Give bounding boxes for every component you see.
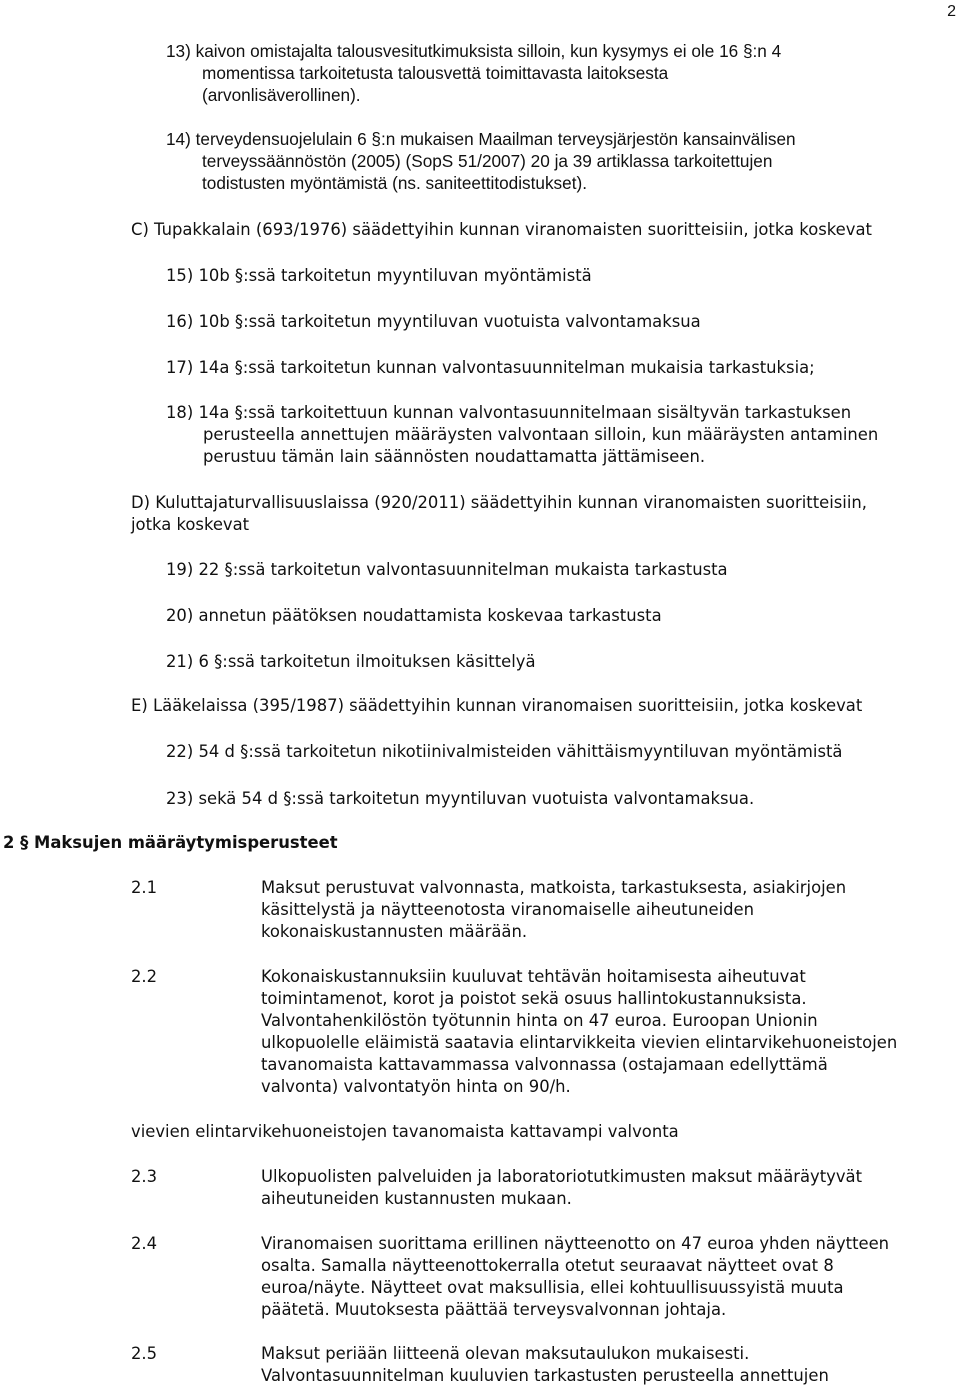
list-item-18-line-2: perusteella annettujen määräysten valvontaan silloin, kun määräysten antaminen [203,425,879,444]
list-item-13-line-3: (arvonlisäverollinen). [202,85,361,105]
section-2-heading: 2 § Maksujen määräytymisperusteet [3,833,338,852]
list-item-23: 23) sekä 54 d §:ssä tarkoitetun myyntiluvan vuotuista valvontamaksua. [166,789,755,808]
list-item-14-line-3: todistusten myöntämistä (ns. saniteettitodistukset). [202,173,587,193]
paragraph-line: toimintamenot, korot ja poistot sekä osuus hallintokustannuksista. [261,989,807,1008]
list-item-22: 22) 54 d §:ssä tarkoitetun nikotiinivalmisteiden vähittäismyyntiluvan myöntämistä [166,742,843,761]
paragraph-line: käsittelystä ja näytteenotosta viranomaiselle aiheutuneiden [261,900,755,919]
paragraph-line: Viranomaisen suorittama erillinen näytteenotto on 47 euroa yhden näytteen [261,1234,890,1253]
list-item-18-line-3: perustuu tämän lain säännösten noudattamatta jättämiseen. [203,447,706,466]
section-e-heading: E) Lääkelaissa (395/1987) säädettyihin kunnan viranomaisen suoritteisiin, jotka koskevat [131,696,863,715]
list-item-16: 16) 10b §:ssä tarkoitetun myyntiluvan vuotuista valvontamaksua [166,312,701,331]
paragraph-line: aiheutuneiden kustannusten mukaan. [261,1189,572,1208]
paragraph-line: Kokonaiskustannuksiin kuuluvat tehtävän hoitamisesta aiheutuvat [261,967,806,986]
list-item-17: 17) 14a §:ssä tarkoitetun kunnan valvontasuunnitelman mukaisia tarkastuksia; [166,358,815,377]
paragraph-line: kokonaiskustannusten määrään. [261,922,528,941]
list-item-21: 21) 6 §:ssä tarkoitetun ilmoituksen käsittelyä [166,652,536,671]
paragraph-number: 2.2 [131,967,158,986]
paragraph-line: valvonta) valvontatyön hinta on 90/h. [261,1077,571,1096]
paragraph-line: Ulkopuolisten palveluiden ja laboratoriotutkimusten maksut määräytyvät [261,1167,863,1186]
paragraph-line: osalta. Samalla näytteenottokerralla otetut seuraavat näytteet ovat 8 [261,1256,834,1275]
list-item-15: 15) 10b §:ssä tarkoitetun myyntiluvan myöntämistä [166,266,592,285]
section-c-heading: C) Tupakkalain (693/1976) säädettyihin kunnan viranomaisten suoritteisiin, jotka koskevat [131,220,872,239]
list-item-19: 19) 22 §:ssä tarkoitetun valvontasuunnitelman mukaista tarkastusta [166,560,728,579]
list-item-14-line-2: terveyssäännöstön (2005) (SopS 51/2007) 20 ja 39 artiklassa tarkoitettujen [202,151,773,171]
paragraph-line: päätetä. Muutoksesta päättää terveysvalvonnan johtaja. [261,1300,727,1319]
paragraph-line: Maksut perustuvat valvonnasta, matkoista, tarkastuksesta, asiakirjojen [261,878,847,897]
paragraph-line: euroa/näyte. Näytteet ovat maksullisia, ellei kohtuullisuussyistä muuta [261,1278,844,1297]
list-item-20: 20) annetun päätöksen noudattamista koskevaa tarkastusta [166,606,662,625]
paragraph-number: 2.5 [131,1344,158,1363]
paragraph-number: 2.3 [131,1167,158,1186]
section-d-heading-line-1: D) Kuluttajaturvallisuuslaissa (920/2011) säädettyihin kunnan viranomaisten suoritteisiin, [131,493,868,512]
paragraph-line: Valvontahenkilöstön työtunnin hinta on 47 euroa. Euroopan Unionin [261,1011,818,1030]
section-d-heading-line-2: jotka koskevat [131,515,250,534]
list-item-13-line-2: momentissa tarkoitetusta talousvettä toimittavasta laitoksesta [202,63,669,83]
paragraph-line: Valvontasuunnitelman kuuluvien tarkastusten perusteella annettujen [261,1366,829,1385]
paragraph-note: vievien elintarvikehuoneistojen tavanomaista kattavampi valvonta [131,1122,679,1141]
list-item-14-line-1: 14) terveydensuojelulain 6 §:n mukaisen Maailman terveysjärjestön kansainvälisen [166,129,796,149]
list-item-18-line-1: 18) 14a §:ssä tarkoitettuun kunnan valvontasuunnitelmaan sisältyvän tarkastuksen [166,403,852,422]
list-item-13-line-1: 13) kaivon omistajalta talousvesitutkimuksista silloin, kun kysymys ei ole 16 §:n 4 [166,41,782,61]
page-number: 2 [947,3,956,20]
paragraph-number: 2.1 [131,878,158,897]
paragraph-line: Maksut periään liitteenä olevan maksutaulukon mukaisesti. [261,1344,750,1363]
paragraph-number: 2.4 [131,1234,158,1253]
paragraph-line: ulkopuolelle eläimistä saatavia elintarvikkeita vievien elintarvikehuoneistojen [261,1033,898,1052]
paragraph-line: tavanomaista kattavammassa valvonnassa (ostajamaan edellyttämä [261,1055,828,1074]
